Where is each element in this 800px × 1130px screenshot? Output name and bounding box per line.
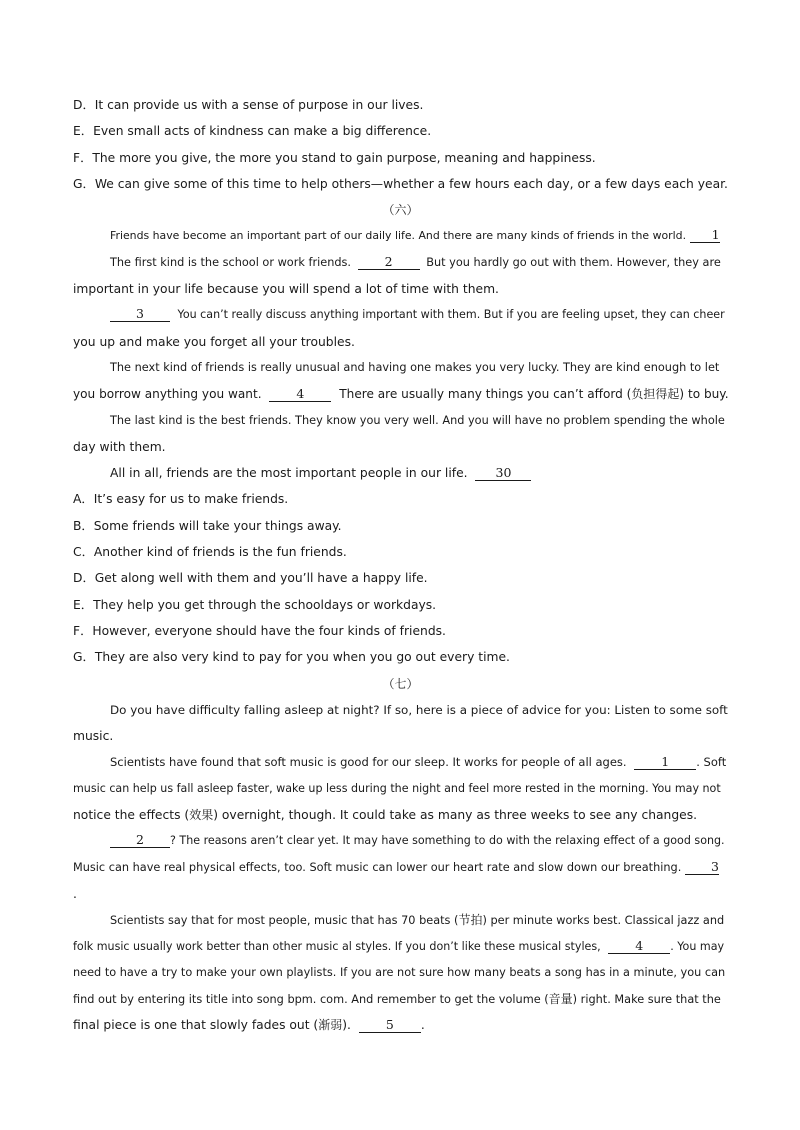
option-g bbox=[73, 644, 728, 670]
paragraph-text: final piece is one that slowly fades out ( bbox=[73, 1018, 319, 1033]
paragraph-text: need to have a try to make your own playlists. If you are not sure how many beats a song has in a minute, you can bbox=[73, 965, 726, 979]
option-letter: A． bbox=[73, 492, 94, 507]
option-e bbox=[73, 592, 728, 618]
answer-blank[interactable]: 4 bbox=[269, 386, 331, 402]
paragraph-line bbox=[73, 302, 728, 328]
option-text: It’s easy for us to make friends. bbox=[93, 492, 289, 507]
paragraph-text: ) right. Make sure that the bbox=[572, 993, 721, 1007]
option-text: They are also very kind to pay for you when you go out every time. bbox=[94, 650, 510, 665]
paragraph-line bbox=[73, 986, 728, 1012]
answer-blank[interactable]: 3 bbox=[685, 859, 719, 875]
paragraph-line bbox=[73, 434, 728, 460]
option-text: Some friends will take your things away. bbox=[93, 518, 342, 533]
paragraph-line bbox=[73, 250, 728, 276]
paragraph-text: you borrow anything you want. bbox=[73, 387, 262, 402]
paragraph-text: The first kind is the school or work friends. bbox=[110, 255, 352, 269]
option-text: Even small acts of kindness can make a big difference. bbox=[93, 124, 432, 139]
option-f bbox=[73, 618, 728, 644]
option-c bbox=[73, 539, 728, 565]
paragraph-text: music can help us fall asleep faster, wake up less during the night and feel more rested in the morning. You may not bbox=[73, 781, 721, 795]
paragraph-text: . You may bbox=[670, 939, 725, 953]
paragraph-line bbox=[73, 697, 728, 723]
option-text: Get along well with them and you’ll have a happy life. bbox=[94, 571, 428, 586]
paragraph-line bbox=[73, 408, 728, 434]
option-letter: D． bbox=[73, 98, 95, 112]
option-letter: B． bbox=[73, 518, 94, 533]
paragraph-text: ) per minute works best. Classical jazz and bbox=[482, 914, 725, 928]
answer-blank[interactable]: 30 bbox=[475, 465, 531, 481]
paragraph-line bbox=[73, 828, 728, 854]
paragraph-line bbox=[73, 381, 728, 407]
paragraph-line bbox=[73, 960, 728, 986]
option-text: We can give some of this time to help others—whether a few hours each day, or a few days each year. bbox=[94, 176, 728, 191]
paragraph-line bbox=[73, 881, 728, 907]
paragraph-line bbox=[73, 907, 728, 933]
section-heading: （七） bbox=[382, 676, 419, 691]
paragraph-text: Scientists say that for most people, music that has 70 beats ( bbox=[110, 914, 459, 928]
option-text: However, everyone should have the four kinds of friends. bbox=[92, 623, 446, 638]
paragraph-text: music. bbox=[73, 729, 114, 744]
paragraph-text: important in your life because you will spend a lot of time with them. bbox=[73, 282, 499, 297]
paragraph-line bbox=[73, 749, 728, 775]
answer-blank[interactable]: 3 bbox=[110, 306, 170, 322]
answer-blank[interactable]: 2 bbox=[358, 254, 420, 270]
paragraph-line bbox=[73, 802, 728, 828]
section-heading: （六） bbox=[382, 203, 419, 218]
answer-blank[interactable]: 1 bbox=[634, 754, 696, 770]
answer-blank[interactable]: 4 bbox=[608, 938, 670, 954]
chinese-gloss: 音量 bbox=[548, 992, 573, 1007]
paragraph-text: Scientists have found that soft music is good for our sleep. It works for people of all ages. bbox=[110, 755, 627, 770]
paragraph-line bbox=[73, 934, 728, 960]
chinese-gloss: 效果 bbox=[189, 808, 214, 823]
paragraph-line bbox=[73, 329, 728, 355]
paragraph-line bbox=[73, 855, 728, 881]
paragraph-text: ). bbox=[342, 1018, 351, 1033]
paragraph-text: All in all, friends are the most important people in our life. bbox=[110, 466, 468, 481]
option-letter: G． bbox=[73, 176, 95, 191]
option-letter: E． bbox=[73, 124, 94, 139]
option-d bbox=[73, 565, 728, 591]
paragraph-text: . Soft bbox=[696, 755, 727, 770]
paragraph-text: . bbox=[420, 1018, 425, 1033]
paragraph-text: The next kind of friends is really unusual and having one makes you very lucky. They are kind enough to let bbox=[110, 360, 720, 374]
paragraph-text: ) to buy. bbox=[679, 387, 729, 402]
option-b bbox=[73, 513, 728, 539]
option-letter: F． bbox=[73, 623, 93, 638]
option-text: The more you give, the more you stand to gain purpose, meaning and happiness. bbox=[92, 150, 596, 165]
paragraph-text: ) overnight, though. It could take as many as three weeks to see any changes. bbox=[213, 808, 698, 823]
option-g bbox=[73, 171, 728, 197]
option-letter: G． bbox=[73, 650, 95, 665]
answer-blank[interactable]: 5 bbox=[359, 1017, 421, 1033]
paragraph-text: ? The reasons aren’t clear yet. It may have something to do with the relaxing effect of a good song. bbox=[170, 834, 725, 848]
paragraph-text: . bbox=[73, 886, 77, 901]
worksheet-page bbox=[73, 92, 728, 1039]
paragraph-text: Music can have real physical effects, too. Soft music can lower our heart rate and slow down our breathing. bbox=[73, 860, 682, 874]
paragraph-text: But you hardly go out with them. However, they are bbox=[426, 255, 721, 269]
option-text: It can provide us with a sense of purpose in our lives. bbox=[94, 98, 424, 112]
paragraph-line bbox=[73, 276, 728, 302]
paragraph-text: You can’t really discuss anything important with them. But if you are feeling upset, they can cheer bbox=[177, 308, 725, 322]
paragraph-line bbox=[73, 223, 728, 249]
option-letter: C． bbox=[73, 545, 94, 560]
paragraph-line bbox=[73, 776, 728, 802]
option-letter: D． bbox=[73, 571, 95, 586]
paragraph-text: There are usually many things you can’t afford ( bbox=[339, 387, 632, 402]
paragraph-text: Do you have difficulty falling asleep at night? If so, here is a piece of advice for you: Listen to some soft bbox=[110, 702, 728, 717]
option-d bbox=[73, 92, 728, 118]
paragraph-text: find out by entering its title into song bpm. com. And remember to get the volume ( bbox=[73, 993, 549, 1007]
option-text: They help you get through the schooldays or workdays. bbox=[93, 597, 437, 612]
chinese-gloss: 渐弱 bbox=[318, 1018, 343, 1033]
answer-blank[interactable]: 2 bbox=[110, 832, 170, 848]
chinese-gloss: 负担得起 bbox=[631, 387, 680, 402]
option-e bbox=[73, 118, 728, 144]
paragraph-line bbox=[73, 1012, 728, 1038]
paragraph-line bbox=[73, 723, 728, 749]
paragraph-text: folk music usually work better than other music al styles. If you don’t like these musical styles, bbox=[73, 939, 601, 953]
paragraph-text: notice the effects ( bbox=[73, 808, 190, 823]
paragraph-text: you up and make you forget all your troubles. bbox=[73, 334, 355, 349]
option-a bbox=[73, 486, 728, 512]
chinese-gloss: 节拍 bbox=[458, 913, 483, 928]
option-text: Another kind of friends is the fun friends. bbox=[93, 545, 347, 560]
option-letter: E． bbox=[73, 597, 94, 612]
paragraph-text: The last kind is the best friends. They know you very well. And you will have no problem spending the whole bbox=[110, 413, 725, 427]
answer-blank[interactable]: 1 bbox=[690, 227, 720, 243]
option-letter: F． bbox=[73, 150, 93, 165]
option-f bbox=[73, 145, 728, 171]
paragraph-text: Friends have become an important part of our daily life. And there are many kinds of friends in the world. bbox=[110, 229, 687, 243]
paragraph-line bbox=[73, 460, 728, 486]
paragraph-line bbox=[73, 355, 728, 381]
paragraph-text: day with them. bbox=[73, 439, 166, 454]
